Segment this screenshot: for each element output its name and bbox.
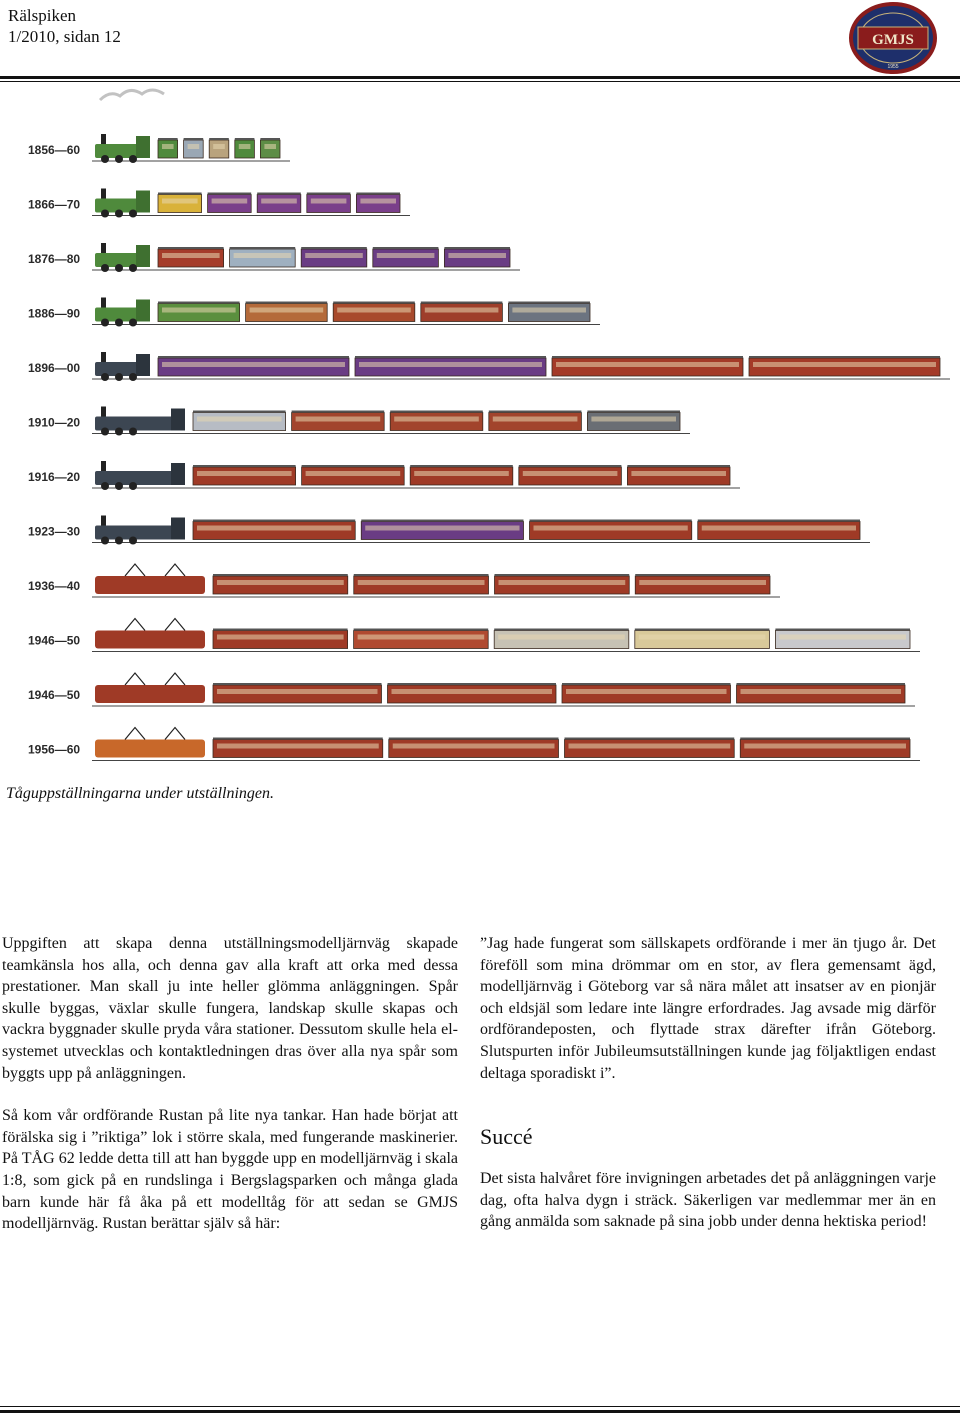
car-window-strip bbox=[414, 471, 509, 476]
car-roof bbox=[494, 629, 629, 631]
car-window-strip bbox=[217, 689, 378, 694]
car-roof bbox=[301, 247, 367, 249]
year-label: 1876—80 bbox=[28, 252, 81, 266]
car-roof bbox=[193, 465, 296, 467]
car-roof bbox=[635, 574, 770, 576]
locomotive-wheel bbox=[115, 155, 123, 163]
locomotive-wheel bbox=[115, 428, 123, 436]
car-window-strip bbox=[499, 580, 626, 585]
car-window-strip bbox=[639, 635, 766, 640]
publication-name: Rälspiken bbox=[8, 6, 76, 25]
footer-rule-thick bbox=[0, 1410, 960, 1413]
car-roof bbox=[489, 411, 582, 413]
car-window-strip bbox=[337, 308, 411, 313]
header-rule-thin bbox=[0, 81, 960, 82]
car-window-strip bbox=[162, 199, 198, 204]
locomotive-cab bbox=[136, 136, 150, 158]
locomotive-wheel bbox=[129, 210, 137, 218]
car-roof bbox=[158, 356, 349, 358]
left-column bbox=[2, 933, 458, 1235]
locomotive-chimney bbox=[101, 516, 106, 526]
car-roof bbox=[388, 683, 557, 685]
locomotive-cab bbox=[136, 191, 150, 213]
paragraph-2: Så kom vår ordförande Rustan på lite nya tankar. Han hade börjat att förälska sig i ”riktiga” lok i större skala, med fungerande maskinerier. På TÅG 62 ledde detta till att han byggde upp en modelljärnväg i skala 1:8, som gick på en rundslinga i Bergslagsparken och många glada barn kunde här få åka på ett modelltåg för att sedan se GMJS modelljärnväg. Rustan berättar själv så här: bbox=[2, 1107, 458, 1233]
pantograph bbox=[125, 619, 145, 631]
car-roof bbox=[213, 574, 348, 576]
car-roof bbox=[552, 356, 743, 358]
year-label: 1923—30 bbox=[28, 524, 81, 539]
paragraph-1: Uppgiften att skapa denna utställningsmodelljärnväg skapade teamkänsla hos alla, och denna gav alla kraft att orka med dessa prestationer. Man skall ju inte heller glömma anläggningen. Spår skulle byggas, växlar skulle fungera, landskap skulle skapas och vackra byggnader skulle pryda våra stationer. Dessutom skulle hela el-systemet utvecklas och kontaktledningen dras över alla nya spår som byggts upp på anläggningen. bbox=[2, 935, 458, 1082]
car-roof bbox=[260, 138, 280, 140]
locomotive-chimney bbox=[101, 298, 106, 308]
year-label: 1946—50 bbox=[28, 688, 81, 702]
car-window-strip bbox=[217, 635, 344, 640]
car-window-strip bbox=[212, 199, 248, 204]
pantograph bbox=[165, 619, 185, 631]
year-label: 1856—60 bbox=[28, 143, 81, 157]
car-window-strip bbox=[639, 580, 766, 585]
car-window-strip bbox=[425, 308, 499, 313]
car-window-strip bbox=[523, 471, 618, 476]
locomotive-wheel bbox=[101, 264, 109, 272]
car-window-strip bbox=[744, 744, 906, 749]
car-roof bbox=[354, 574, 489, 576]
pantograph bbox=[125, 673, 145, 685]
locomotive-chimney bbox=[101, 407, 106, 417]
car-roof bbox=[495, 574, 630, 576]
footer-rule-thin bbox=[0, 1406, 960, 1407]
car-roof bbox=[390, 411, 483, 413]
car-roof bbox=[307, 193, 351, 195]
car-roof bbox=[302, 465, 405, 467]
figure-caption: Tåguppställningarna under utställningen. bbox=[6, 785, 275, 802]
car-window-strip bbox=[188, 144, 200, 149]
locomotive-wheel bbox=[115, 373, 123, 381]
locomotive-wheel bbox=[115, 537, 123, 545]
page-header bbox=[0, 0, 960, 80]
car-window-strip bbox=[162, 144, 174, 149]
locomotive-chimney bbox=[101, 243, 106, 253]
car-window-strip bbox=[197, 526, 351, 531]
right-column bbox=[480, 933, 936, 1233]
year-label: 1910—20 bbox=[28, 415, 81, 430]
locomotive-wheel bbox=[129, 319, 137, 327]
car-window-strip bbox=[358, 580, 485, 585]
car-roof bbox=[246, 302, 328, 304]
steam-smoke bbox=[100, 90, 164, 100]
locomotive-body bbox=[95, 576, 205, 594]
car-window-strip bbox=[512, 308, 586, 313]
car-roof bbox=[354, 629, 489, 631]
car-window-strip bbox=[197, 471, 292, 476]
locomotive-wheel bbox=[115, 264, 123, 272]
locomotive-cab bbox=[136, 245, 150, 267]
logo-year: 1955 bbox=[887, 64, 899, 70]
car-window-strip bbox=[239, 144, 251, 149]
car-window-strip bbox=[296, 417, 381, 422]
car-roof bbox=[587, 411, 680, 413]
locomotive-wheel bbox=[129, 155, 137, 163]
car-roof bbox=[740, 738, 910, 740]
car-window-strip bbox=[365, 526, 519, 531]
car-window-strip bbox=[493, 417, 578, 422]
locomotive-wheel bbox=[101, 373, 109, 381]
locomotive-body bbox=[95, 631, 205, 649]
car-window-strip bbox=[741, 689, 902, 694]
locomotive-wheel bbox=[129, 482, 137, 490]
car-roof bbox=[158, 247, 224, 249]
car-roof bbox=[356, 193, 400, 195]
car-roof bbox=[213, 683, 382, 685]
pantograph bbox=[165, 564, 185, 576]
locomotive-cab bbox=[171, 463, 185, 485]
car-roof bbox=[355, 356, 546, 358]
car-window-strip bbox=[162, 362, 345, 367]
car-roof bbox=[213, 738, 383, 740]
car-roof bbox=[389, 738, 559, 740]
logo-text: GMJS bbox=[872, 32, 914, 48]
car-roof bbox=[749, 356, 940, 358]
car-window-strip bbox=[534, 526, 688, 531]
car-window-strip bbox=[566, 689, 727, 694]
locomotive-wheel bbox=[101, 319, 109, 327]
car-roof bbox=[184, 138, 204, 140]
car-roof bbox=[208, 193, 252, 195]
year-label: 1936—40 bbox=[28, 579, 81, 593]
car-window-strip bbox=[569, 744, 731, 749]
year-label: 1956—60 bbox=[28, 742, 81, 757]
locomotive-wheel bbox=[101, 537, 109, 545]
car-window-strip bbox=[311, 199, 347, 204]
car-window-strip bbox=[591, 417, 676, 422]
train-lineup-figure bbox=[0, 84, 960, 770]
car-window-strip bbox=[305, 253, 363, 258]
car-roof bbox=[627, 465, 730, 467]
issue-number: 1/2010, sidan 12 bbox=[8, 27, 121, 46]
car-window-strip bbox=[358, 635, 485, 640]
car-window-strip bbox=[234, 253, 292, 258]
locomotive-wheel bbox=[101, 428, 109, 436]
car-roof bbox=[230, 247, 296, 249]
year-label: 1916—20 bbox=[28, 470, 81, 484]
locomotive-chimney bbox=[101, 352, 106, 362]
car-roof bbox=[333, 302, 415, 304]
car-roof bbox=[257, 193, 301, 195]
car-window-strip bbox=[393, 744, 555, 749]
car-window-strip bbox=[197, 417, 282, 422]
car-roof bbox=[373, 247, 439, 249]
gmjs-logo bbox=[848, 2, 938, 74]
locomotive-body bbox=[95, 740, 205, 758]
locomotive-chimney bbox=[101, 189, 106, 199]
car-window-strip bbox=[631, 471, 726, 476]
car-roof bbox=[562, 683, 731, 685]
car-roof bbox=[361, 520, 523, 522]
car-roof bbox=[698, 520, 860, 522]
car-window-strip bbox=[498, 635, 625, 640]
car-window-strip bbox=[392, 689, 553, 694]
car-roof bbox=[519, 465, 622, 467]
locomotive-wheel bbox=[115, 319, 123, 327]
locomotive-wheel bbox=[115, 210, 123, 218]
car-roof bbox=[158, 193, 202, 195]
car-roof bbox=[565, 738, 735, 740]
car-window-strip bbox=[250, 308, 324, 313]
pantograph bbox=[125, 564, 145, 576]
locomotive-cab bbox=[136, 354, 150, 376]
car-roof bbox=[193, 411, 286, 413]
car-roof bbox=[775, 629, 910, 631]
locomotive-wheel bbox=[101, 155, 109, 163]
car-roof bbox=[292, 411, 385, 413]
car-window-strip bbox=[359, 362, 542, 367]
train-lineup-illustration bbox=[0, 84, 960, 770]
locomotive-wheel bbox=[129, 537, 137, 545]
car-window-strip bbox=[264, 144, 276, 149]
car-roof bbox=[213, 629, 348, 631]
locomotive-cab bbox=[171, 518, 185, 540]
section-heading-succe: Succé bbox=[480, 1124, 533, 1150]
car-window-strip bbox=[702, 526, 856, 531]
locomotive-wheel bbox=[129, 373, 137, 381]
car-window-strip bbox=[779, 635, 906, 640]
car-roof bbox=[444, 247, 510, 249]
locomotive-wheel bbox=[129, 264, 137, 272]
locomotive-wheel bbox=[101, 482, 109, 490]
car-window-strip bbox=[261, 199, 297, 204]
locomotive-chimney bbox=[101, 461, 106, 471]
car-roof bbox=[737, 683, 906, 685]
car-window-strip bbox=[217, 580, 344, 585]
locomotive-wheel bbox=[101, 210, 109, 218]
car-window-strip bbox=[448, 253, 506, 258]
car-roof bbox=[421, 302, 503, 304]
locomotive-body bbox=[95, 685, 205, 703]
car-window-strip bbox=[162, 253, 220, 258]
locomotive-cab bbox=[171, 409, 185, 431]
car-roof bbox=[410, 465, 513, 467]
car-window-strip bbox=[556, 362, 739, 367]
pantograph bbox=[125, 728, 145, 740]
car-roof bbox=[508, 302, 590, 304]
year-label: 1886—90 bbox=[28, 306, 81, 321]
car-window-strip bbox=[306, 471, 401, 476]
header-rule-thick bbox=[0, 76, 960, 79]
car-roof bbox=[530, 520, 692, 522]
car-roof bbox=[235, 138, 255, 140]
quote-paragraph: ”Jag hade fungerat som sällskapets ordförande i mer än tjugo år. Det föreföll som mina drömmar om en stor, av flera gemensamt ägd, modelljärnväg i Göteborg var så nära målet att insatser av en pionjär och eldsjäl som ledare inte längre erfordrades. Jag avsade mig därför ordförandeposten, och flyttade strax därefter ifrån Göteborg. Slutspurten inför Jubileumsutställningen kunde jag följaktligen endast deltaga sporadiskt i”. bbox=[480, 935, 936, 1082]
car-window-strip bbox=[377, 253, 435, 258]
year-label: 1946—50 bbox=[28, 633, 81, 648]
car-roof bbox=[158, 138, 178, 140]
car-roof bbox=[193, 520, 355, 522]
car-window-strip bbox=[753, 362, 936, 367]
pantograph bbox=[165, 673, 185, 685]
pantograph bbox=[165, 728, 185, 740]
locomotive-wheel bbox=[129, 428, 137, 436]
year-label: 1866—70 bbox=[28, 197, 81, 212]
paragraph-3: Det sista halvåret före invigningen arbetades det på anläggningen varje dag, ofta halva dygn i sträck. Säkerligen var medlemmar mer än en gång anmälda som saknade på sina jobb under denna hektiska period! bbox=[480, 1170, 936, 1231]
locomotive-wheel bbox=[115, 482, 123, 490]
car-window-strip bbox=[394, 417, 479, 422]
car-roof bbox=[635, 629, 770, 631]
year-label: 1896—00 bbox=[28, 361, 81, 375]
car-window-strip bbox=[162, 308, 236, 313]
car-window-strip bbox=[217, 744, 379, 749]
locomotive-chimney bbox=[101, 134, 106, 144]
car-window-strip bbox=[213, 144, 225, 149]
locomotive-cab bbox=[136, 300, 150, 322]
car-roof bbox=[209, 138, 229, 140]
car-roof bbox=[158, 302, 240, 304]
car-window-strip bbox=[360, 199, 396, 204]
